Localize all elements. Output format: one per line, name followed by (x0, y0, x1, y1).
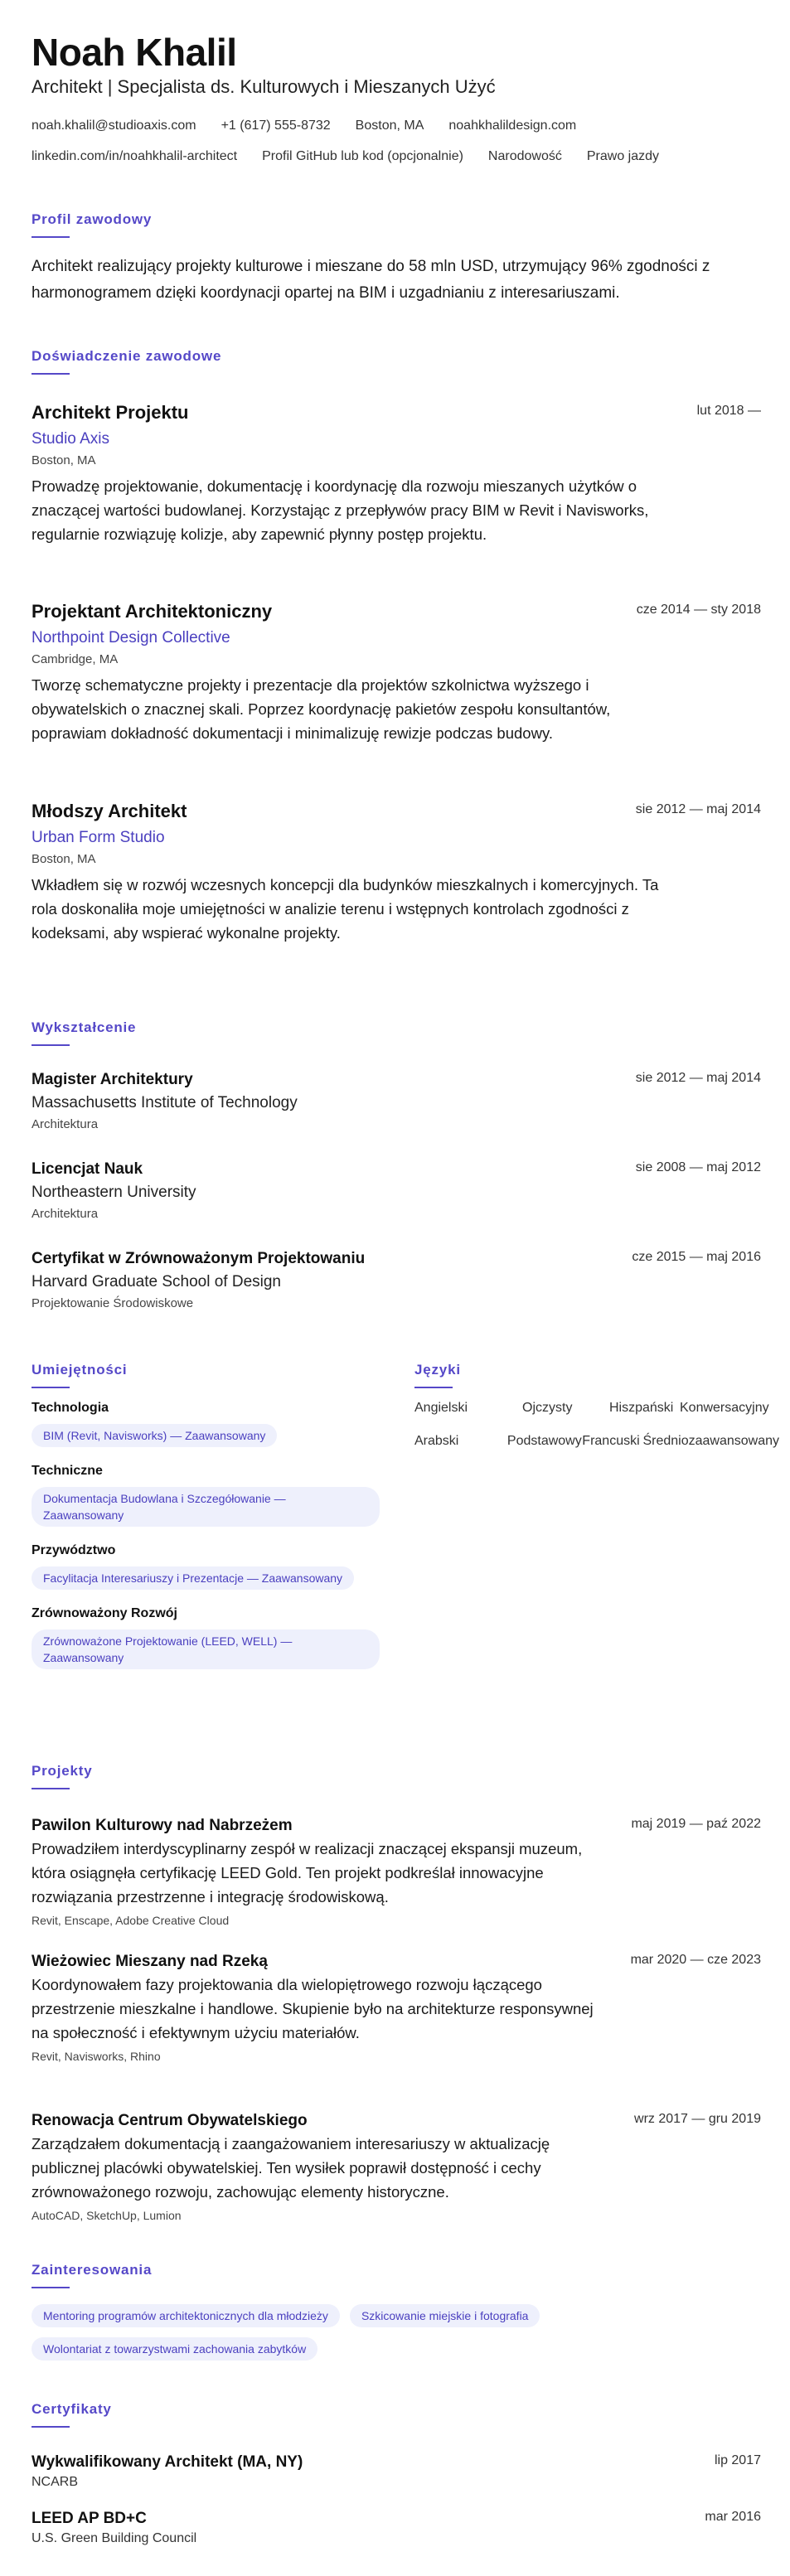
experience-date: lut 2018 — (696, 404, 761, 418)
project-entry (32, 1953, 761, 2063)
certificate-entry (32, 2453, 761, 2490)
education-date: sie 2008 — maj 2012 (635, 1160, 761, 1174)
education-school: Harvard Graduate School of Design (32, 1273, 281, 1290)
experience-title: Młodszy Architekt (32, 801, 187, 821)
project-date: maj 2019 — paź 2022 (631, 1817, 761, 1831)
interests-list (32, 2304, 761, 2361)
project-description: Zarządzałem dokumentacją i zaangażowaniem interesariuszy w aktualizację publicznej placówki obywatelskiej. Ten wysiłek poprawił dostępność i cechy zrównoważonego rozwoju, zachowując elementy historyczne. (32, 2135, 550, 2201)
skill-group (32, 1543, 380, 1590)
contact-driving-license: Prawo jazdy (586, 149, 660, 163)
certificate-date: mar 2016 (705, 2510, 761, 2524)
experience-org: Urban Form Studio (32, 829, 165, 846)
experience-entry (32, 801, 761, 945)
experience-org: Studio Axis (32, 430, 109, 448)
contact-website[interactable]: noahkhalildesign.com (448, 119, 577, 133)
section-title-profile: Profil zawodowy (32, 211, 153, 227)
experience-date: cze 2014 — sty 2018 (636, 603, 761, 617)
skill-group (32, 1401, 380, 1447)
education-school: Massachusetts Institute of Technology (32, 1094, 298, 1111)
experience-description: Tworzę schematyczne projekty i prezentacje dla projektów szkolnictwa wyższego i obywatelskich o znacznej skali. Poprzez koordynację pakietów zespołu konsultantów, poprawiam dokładność dokumentacji i minimalizuję rewizje podczas budowy. (32, 676, 611, 742)
project-date: mar 2020 — cze 2023 (630, 1953, 761, 1967)
project-title: Renowacja Centrum Obywatelskiego (32, 2112, 308, 2129)
experience-location: Boston, MA (32, 852, 96, 866)
languages-column (414, 1401, 779, 1467)
education-entry (32, 1160, 761, 1221)
project-description: Prowadziłem interdyscyplinarny zespół w realizacji znaczącej ekspansji muzeum, która osiągnęła certyfikację LEED Gold. Ten projekt podkreślał innowacyjne rozwiązania przestrzenne i integrację środowiskową. (32, 1840, 583, 1905)
experience-date: sie 2012 — maj 2014 (635, 802, 761, 816)
education-field: Architektura (32, 1207, 99, 1221)
certificate-date: lip 2017 (714, 2453, 761, 2467)
project-tech: Revit, Enscape, Adobe Creative Cloud (32, 1914, 230, 1927)
skill-group (32, 1464, 380, 1527)
education-entry (32, 1250, 761, 1310)
candidate-subtitle: Architekt | Specjalista ds. Kulturowych i Mieszanych Użyć (32, 76, 496, 97)
language-name: Francuski (582, 1434, 640, 1448)
experience-title: Architekt Projektu (32, 402, 189, 423)
experience-org: Northpoint Design Collective (32, 629, 230, 646)
skill-tag: Dokumentacja Budowlana i Szczegółowanie — Zaawansowany (32, 1487, 380, 1527)
skill-tag: Zrównoważone Projektowanie (LEED, WELL) — Zaawansowany (32, 1629, 380, 1669)
experience-description: Prowadzę projektowanie, dokumentację i koordynację dla rozwoju mieszanych użytków o znaczącej wartości budowlanej. Korzystając z przepływów pracy BIM w Revit i Navisworks, regularnie rozwiązuję kolizje, aby zapewnić płynny postęp projektu. (32, 477, 649, 543)
education-entry (32, 1071, 761, 1131)
language-row (414, 1434, 779, 1449)
profile-summary: Architekt realizujący projekty kulturowe i mieszane do 58 mln USD, utrzymujący 96% zgodności z harmonogramem dzięki koordynacji opartej na BIM i uzgadnianiu z interesariuszami. (32, 258, 710, 302)
project-date: wrz 2017 — gru 2019 (634, 2112, 761, 2126)
contact-linkedin[interactable]: linkedin.com/in/noahkhalil-architect (32, 149, 238, 163)
experience-title: Projektant Architektoniczny (32, 601, 273, 622)
contact-location: Boston, MA (355, 119, 424, 133)
project-tech: Revit, Navisworks, Rhino (32, 2050, 161, 2063)
education-date: sie 2012 — maj 2014 (635, 1071, 761, 1085)
skill-category: Technologia (32, 1401, 109, 1415)
project-title: Pawilon Kulturowy nad Nabrzeżem (32, 1817, 293, 1834)
language-level: Konwersacyjny (680, 1401, 769, 1415)
project-description: Koordynowałem fazy projektowania dla wielopiętrowego rozwoju łączącego przestrzenie mieszkalne i handlowe. Skupienie było na architekturze responsywnej na społeczność i efektywnym użyciu materiałów. (32, 1976, 594, 2041)
contact-nationality: Narodowość (487, 149, 562, 163)
education-degree: Certyfikat w Zrównoważonym Projektowaniu (32, 1250, 366, 1267)
education-date: cze 2015 — maj 2016 (632, 1250, 761, 1264)
contact-github[interactable]: Profil GitHub lub kod (opcjonalnie) (262, 149, 463, 163)
language-level: Podstawowy (506, 1434, 582, 1448)
section-title-projects: Projekty (32, 1763, 93, 1779)
interest-tag: Wolontariat z towarzystwami zachowania zabytków (32, 2337, 317, 2361)
experience-location: Cambridge, MA (32, 652, 119, 666)
certificate-title: Wykwalifikowany Architekt (MA, NY) (32, 2453, 303, 2471)
language-name: Arabski (414, 1434, 459, 1448)
language-name: Angielski (414, 1401, 468, 1415)
section-title-interests: Zainteresowania (32, 2262, 153, 2278)
skill-group (32, 1606, 380, 1669)
section-title-languages: Języki (414, 1362, 461, 1378)
interest-tag: Mentoring programów architektonicznych dla młodzieży (32, 2304, 340, 2327)
education-school: Northeastern University (32, 1184, 196, 1201)
education-degree: Licencjat Nauk (32, 1160, 143, 1178)
certificate-title: LEED AP BD+C (32, 2510, 147, 2527)
section-title-certificates: Certyfikaty (32, 2401, 112, 2417)
project-entry (32, 1817, 761, 1927)
language-level: Średniozaawansowany (642, 1434, 780, 1448)
candidate-name: Noah Khalil (32, 31, 237, 74)
skill-category: Techniczne (32, 1464, 103, 1478)
certificate-issuer: U.S. Green Building Council (32, 2531, 197, 2545)
experience-location: Boston, MA (32, 453, 96, 467)
project-tech: AutoCAD, SketchUp, Lumion (32, 2209, 182, 2222)
education-field: Architektura (32, 1117, 99, 1131)
project-title: Wieżowiec Mieszany nad Rzeką (32, 1953, 268, 1970)
skill-tag: Facylitacja Interesariuszy i Prezentacje — Zaawansowany (32, 1566, 354, 1590)
contact-email[interactable]: noah.khalil@studioaxis.com (32, 119, 196, 133)
experience-entry (32, 402, 761, 546)
contact-row-secondary (32, 149, 659, 164)
language-name: Hiszpański (609, 1401, 674, 1415)
language-level: Ojczysty (522, 1401, 573, 1415)
skill-tag: BIM (Revit, Navisworks) — Zaawansowany (32, 1424, 277, 1447)
language-row (414, 1401, 779, 1416)
interest-tag: Szkicowanie miejskie i fotografia (350, 2304, 540, 2327)
project-entry (32, 2112, 761, 2222)
experience-description: Wkładłem się w rozwój wczesnych koncepcji dla budynków mieszkalnych i komercyjnych. Ta rola doskonaliła moje umiejętności w analizie terenu i wstępnych kontrolach zgodności z kodeksami, aby wspierać wykonalne projekty. (32, 876, 659, 942)
skill-category: Przywództwo (32, 1543, 116, 1557)
contact-row-primary (32, 119, 576, 133)
section-title-experience: Doświadczenie zawodowe (32, 348, 222, 364)
skills-column (32, 1401, 380, 1686)
section-title-skills: Umiejętności (32, 1362, 128, 1378)
education-degree: Magister Architektury (32, 1071, 193, 1088)
contact-phone[interactable]: +1 (617) 555-8732 (221, 119, 331, 133)
certificate-entry (32, 2510, 761, 2546)
education-field: Projektowanie Środowiskowe (32, 1296, 194, 1310)
certificate-issuer: NCARB (32, 2475, 79, 2489)
section-title-education: Wykształcenie (32, 1019, 137, 1035)
experience-entry (32, 601, 761, 745)
skill-category: Zrównoważony Rozwój (32, 1606, 177, 1620)
